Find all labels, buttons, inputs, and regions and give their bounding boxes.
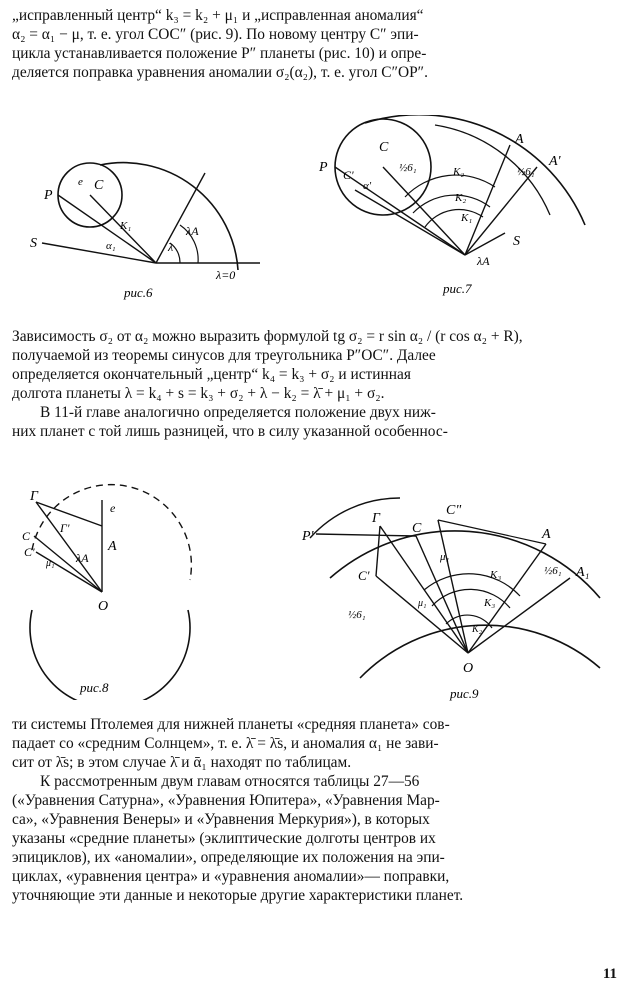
fig8-line-GO bbox=[36, 502, 102, 592]
fig9-caption: рис.9 bbox=[450, 686, 479, 701]
fig6-label-lambda: λ bbox=[168, 240, 174, 254]
figure-9 bbox=[300, 478, 618, 708]
fig8-solid-circle bbox=[30, 610, 190, 700]
fig7-label-Ap: A' bbox=[549, 154, 561, 169]
text-line: К рассмотренным двум главам относятся таблицы 27—56 bbox=[40, 773, 420, 790]
fig7-label-k2b: K₂ bbox=[455, 192, 467, 204]
fig8-label-G: Г bbox=[30, 489, 38, 504]
fig7-arc-k1 bbox=[425, 210, 483, 227]
fig7-label-k2a: K₂ bbox=[453, 166, 465, 178]
fig7-label-halfb: ½6₁ bbox=[517, 166, 535, 178]
fig9-label-half: ½6₁ bbox=[348, 609, 366, 621]
fig6-label-lambda0: λ=0 bbox=[216, 268, 236, 282]
fig6-caption: рис.6 bbox=[124, 285, 153, 300]
fig8-label-C: C bbox=[22, 529, 31, 543]
fig8-label-Gp: Г' bbox=[60, 521, 70, 535]
fig7-line-S bbox=[465, 233, 505, 255]
fig8-caption: рис.8 bbox=[80, 680, 109, 695]
fig8-label-Cp: C' bbox=[24, 545, 35, 559]
fig9-label-k3a: K₃ bbox=[490, 569, 502, 581]
fig9-label-Cdd: C" bbox=[446, 503, 462, 518]
fig7-label-S: S bbox=[513, 234, 520, 249]
fig7-arc-k2a bbox=[405, 175, 495, 197]
text-line: эпициклов), их «аномалии», определяющие их положения на эпи- bbox=[12, 849, 445, 866]
fig9-label-k2: K₂ bbox=[472, 624, 483, 635]
text-line: указаны «средние планеты» (эклиптические долготы центров их bbox=[12, 830, 436, 847]
text-line: долгота планеты λ = k₄ + s = k₃ + σ₂ + λ − k₂ = λ̄ + μ₁ + σ₂. bbox=[12, 385, 385, 402]
fig7-line-Ap bbox=[465, 167, 537, 255]
text-line: α₂ = α₁ − μ, т. е. угол СОС″ (рис. 9). По новому центру С″ эпи- bbox=[12, 26, 419, 43]
text-line: получаемой из теоремы синусов для треугольника Р″ОС″. Далее bbox=[12, 347, 436, 364]
fig9-label-Pp: P' bbox=[302, 529, 314, 544]
fig6-line-A bbox=[156, 173, 205, 263]
fig6-label-P: P bbox=[44, 188, 53, 203]
fig6-line-PO bbox=[58, 195, 156, 263]
text-line: В 11-й главе аналогично определяется положение двух ниж- bbox=[40, 404, 436, 421]
paragraph-3 bbox=[12, 715, 617, 905]
paragraph-2 bbox=[12, 327, 617, 441]
text-line: («Уравнения Сатурна», «Уравнения Юпитера», «Уравнения Мар- bbox=[12, 792, 440, 809]
fig7-line-C bbox=[383, 167, 465, 255]
text-line: циклах, «уравнения центра» и «уравнения аномалии»— поправки, bbox=[12, 868, 450, 885]
fig9-line-A1O bbox=[468, 578, 570, 653]
paragraph-1 bbox=[12, 6, 617, 82]
fig9-label-G: Г bbox=[372, 511, 380, 526]
figure-8 bbox=[20, 480, 200, 700]
fig9-label-A: A bbox=[542, 527, 551, 542]
fig8-dashed-circle bbox=[32, 485, 191, 580]
fig7-label-Cp: C' bbox=[343, 168, 354, 182]
text-line: определяется окончательный „центр“ k₄ = k₃ + σ₂ и истинная bbox=[12, 366, 411, 383]
fig9-label-halfb: ½6₁ bbox=[544, 565, 562, 577]
fig7-label-alpha: α' bbox=[363, 180, 372, 192]
fig6-label-k1: K₁ bbox=[120, 220, 132, 232]
text-line: „исправленный центр“ k₃ = k₂ + μ₁ и „исправленная аномалия“ bbox=[12, 7, 424, 24]
fig7-line-A bbox=[465, 145, 510, 255]
fig7-outer-arc bbox=[365, 115, 585, 225]
fig9-label-C: C bbox=[412, 521, 422, 536]
page-number: 11 bbox=[602, 966, 617, 982]
fig9-line-CddO bbox=[438, 520, 468, 653]
fig7-label-lambdaA: λA bbox=[477, 254, 490, 268]
fig9-label-O: O bbox=[463, 661, 474, 676]
fig9-line-CdA bbox=[438, 520, 546, 544]
fig9-line-AO bbox=[468, 544, 546, 653]
fig6-label-alpha1: α₁ bbox=[106, 240, 116, 252]
fig9-label-Cp: C' bbox=[358, 568, 370, 583]
fig6-label-S: S bbox=[30, 236, 37, 251]
fig8-label-lambdaA: λA bbox=[76, 551, 89, 565]
figure-7 bbox=[305, 115, 605, 305]
text-line: уточняющие эти данные и некоторые другие характеристики планет. bbox=[12, 887, 464, 904]
figure-6 bbox=[20, 145, 280, 305]
text-line: сит от λ̄s; в этом случае λ̄ и ᾱ₁ находят по таблицам. bbox=[12, 754, 352, 771]
text-line: Зависимость σ₂ от α₂ можно выразить формулой tg σ₂ = r sin α₂ / (r cos α₂ + R), bbox=[12, 328, 523, 345]
fig9-label-k3b: K₃ bbox=[484, 597, 496, 609]
fig7-line-PC bbox=[335, 167, 465, 255]
fig8-label-e: e bbox=[110, 501, 116, 515]
fig9-epicycle-arc bbox=[310, 498, 400, 538]
fig7-label-A: A bbox=[515, 132, 524, 147]
text-line: падает со «средним Солнцем», т. е. λ̄ = λ̄s, и аномалия α₁ не зави- bbox=[12, 735, 439, 752]
fig9-line-PpC bbox=[316, 534, 416, 536]
fig6-label-C: C bbox=[94, 178, 104, 193]
fig9-label-mu1a: μ₁ bbox=[440, 551, 450, 563]
fig8-label-A: A bbox=[108, 539, 117, 554]
fig6-label-lambdaA: λA bbox=[186, 224, 199, 238]
text-line: деляется поправка уравнения аномалии σ₂(α₂), т. е. угол С″ОР″. bbox=[12, 64, 428, 81]
fig7-label-C: C bbox=[379, 140, 389, 155]
fig6-label-e: e bbox=[78, 176, 83, 188]
text-line: цикла устанавливается положение Р″ планеты (рис. 10) и опре- bbox=[12, 45, 427, 62]
text-line: са», «Уравнения Венеры» и «Уравнения Меркурия»), в которых bbox=[12, 811, 430, 828]
fig8-line-CO bbox=[34, 536, 102, 592]
fig8-label-O: O bbox=[98, 599, 109, 614]
fig7-label-k1: K₁ bbox=[461, 212, 473, 224]
fig9-label-mu1b: μ₁ bbox=[418, 598, 427, 609]
fig7-line-Cp bbox=[355, 190, 465, 255]
fig7-caption: рис.7 bbox=[443, 281, 472, 296]
fig7-label-P: P bbox=[319, 160, 328, 175]
fig7-label-half: ½6₁ bbox=[399, 162, 417, 174]
fig8-label-mu1: μ₁ bbox=[46, 558, 55, 569]
text-line: них планет с той лишь разницей, что в силу указанной особеннос- bbox=[12, 423, 448, 440]
text-line: ти системы Птолемея для нижней планеты «средняя планета» сов- bbox=[12, 716, 450, 733]
fig9-line-GC bbox=[376, 526, 380, 576]
fig9-label-A1: A₁ bbox=[576, 565, 590, 580]
